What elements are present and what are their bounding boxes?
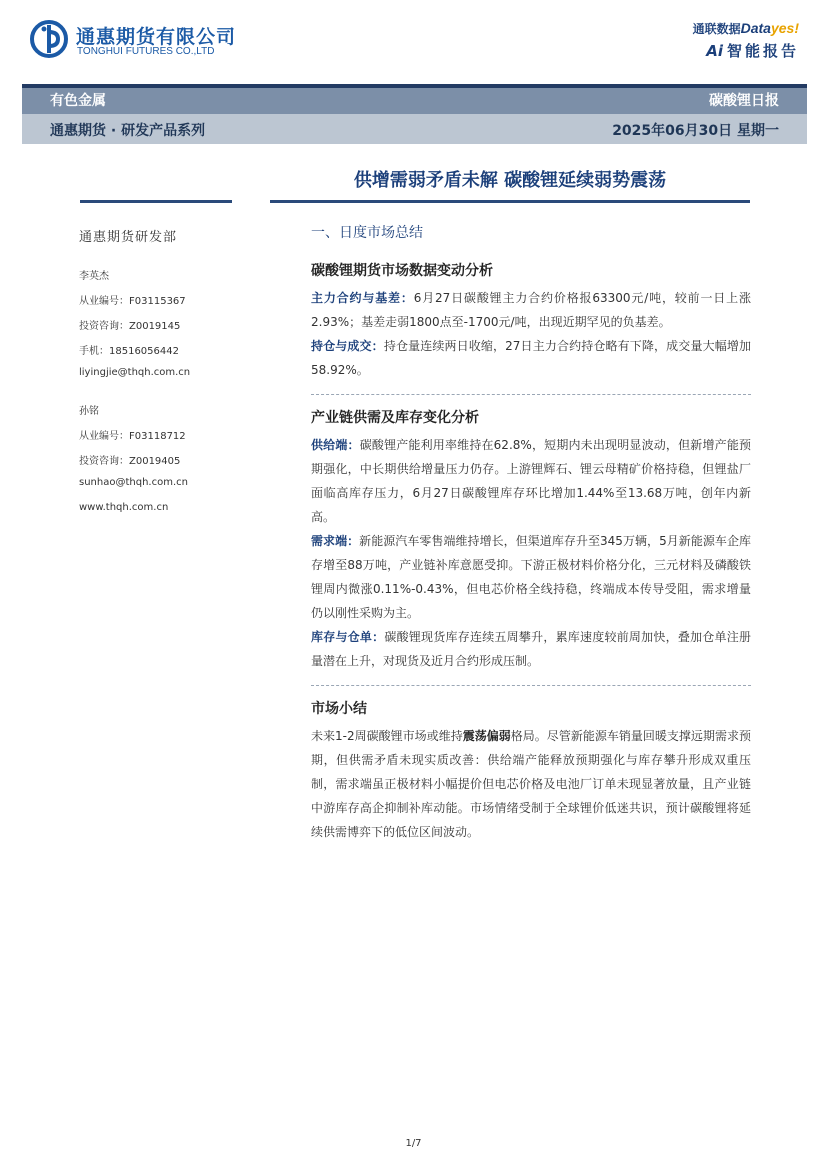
analyst-advisory: 投资咨询：Z0019405 [79, 456, 181, 467]
page-title: 供增需弱矛盾未解 碳酸锂延续弱势震荡 [353, 170, 667, 191]
analyst-name: 李英杰 [79, 271, 109, 282]
analyst-sidebar [79, 226, 249, 513]
banner-top [22, 84, 807, 114]
paragraph [311, 625, 751, 673]
subsection-heading: 碳酸锂期货市场数据变动分析 [311, 263, 493, 279]
paragraph [311, 334, 751, 382]
paragraph-text: 6月27日碳酸锂主力合约价格报63300元/吨，较前一日上涨2.93%；基差走弱1800点至-1700元/吨，出现近期罕见的负基差。 [311, 291, 751, 329]
subsection-heading: 市场小结 [311, 701, 367, 717]
page-number: 1/7 [405, 1138, 422, 1149]
paragraph [311, 724, 751, 844]
analyst-card [79, 267, 249, 378]
company-website-link[interactable]: www.thqh.com.cn [79, 502, 169, 513]
section-divider [311, 685, 751, 686]
banner-category: 有色金属 [50, 93, 106, 109]
paragraph-label: 供给端： [311, 438, 360, 452]
analyst-phone: 手机：18516056442 [79, 346, 179, 357]
paragraph [311, 529, 751, 625]
company-name-cn: 通惠期货有限公司 [76, 26, 237, 48]
paragraph-emphasis: 震荡偏弱 [462, 729, 511, 743]
banner-date: 2025年06月30日 星期一 [612, 123, 779, 139]
ai-report-logo [706, 40, 799, 61]
section-title: 一、日度市场总结 [311, 225, 423, 241]
analyst-email[interactable]: liyingjie@thqh.com.cn [79, 367, 191, 378]
datayes-cn: 通联数据 [692, 22, 741, 36]
paragraph [311, 433, 751, 529]
company-logo-icon [30, 20, 68, 58]
section-divider [311, 394, 751, 395]
paragraph-label: 主力合约与基差： [311, 291, 414, 305]
paragraph-text: 持仓量连续两日收缩，27日主力合约持仓略有下降，成交量大幅增加58.92%。 [311, 339, 751, 377]
analyst-name: 孙铭 [79, 406, 99, 417]
ai-mark: Ai [706, 42, 723, 60]
paragraph [311, 286, 751, 334]
datayes-logo [693, 20, 799, 37]
datayes-yes: yes! [770, 20, 799, 36]
paragraph-text: 格局。尽管新能源车销量回暖支撑远期需求预期，但供需矛盾未现实质改善：供给端产能释放预期强化与库存攀升形成双重压制，需求端虽正极材料小幅提价但电芯价格及电池厂订单未现显著放量，且产业链中游库存高企抑制补库动能。市场情绪受制于全球锂价低迷共识，预计碳酸锂将延续供需博弈下的低位区间波动。 [311, 729, 751, 839]
paragraph-text: 新能源汽车零售端维持增长，但渠道库存升至345万辆，5月新能源车企库存增至88万吨，产业链补库意愿受抑。下游正极材料价格分化，三元材料及磷酸铁锂周内微涨0.11%-0.43%，但电芯价格全线持稳，终端成本传导受阻，需求增量仍以刚性采购为主。 [311, 534, 751, 620]
paragraph-text: 未来1-2周碳酸锂市场或维持 [311, 729, 463, 743]
analyst-license: 从业编号：F03118712 [79, 431, 186, 442]
subsection-heading: 产业链供需及库存变化分析 [311, 410, 479, 426]
paragraph-label: 需求端： [311, 534, 360, 548]
paragraph-text: 碳酸锂产能利用率维持在62.8%，短期内未出现明显波动，但新增产能预期强化，中长期供给增量压力仍存。上游锂辉石、锂云母精矿价格持稳，但锂盐厂面临高库存压力，6月27日碳酸锂库存环比增加1.44%至13.68万吨，创年内新高。 [311, 438, 751, 524]
ai-report-label: 智能报告 [726, 42, 799, 60]
banner-top-strip [22, 84, 807, 88]
title-rule-right [270, 200, 750, 203]
company-name-en: TONGHUI FUTURES CO.,LTD [77, 46, 215, 57]
paragraph-text: 碳酸锂现货库存连续五周攀升，累库速度较前周加快，叠加仓单注册量潜在上升，对现货及近月合约形成压制。 [311, 630, 751, 668]
paragraph-label: 持仓与成交： [311, 339, 384, 353]
title-rule-left [80, 200, 232, 203]
analyst-email[interactable]: sunhao@thqh.com.cn [79, 477, 188, 488]
banner-report-type: 碳酸锂日报 [709, 93, 779, 109]
banner-series: 通惠期货 · 研发产品系列 [50, 123, 206, 139]
analyst-license: 从业编号：F03115367 [79, 296, 186, 307]
department-name: 通惠期货研发部 [79, 230, 178, 245]
paragraph-label: 库存与仓单： [311, 630, 385, 644]
report-body [311, 222, 751, 844]
datayes-data: Data [740, 20, 771, 36]
analyst-card [79, 402, 249, 488]
analyst-advisory: 投资咨询：Z0019145 [79, 321, 181, 332]
